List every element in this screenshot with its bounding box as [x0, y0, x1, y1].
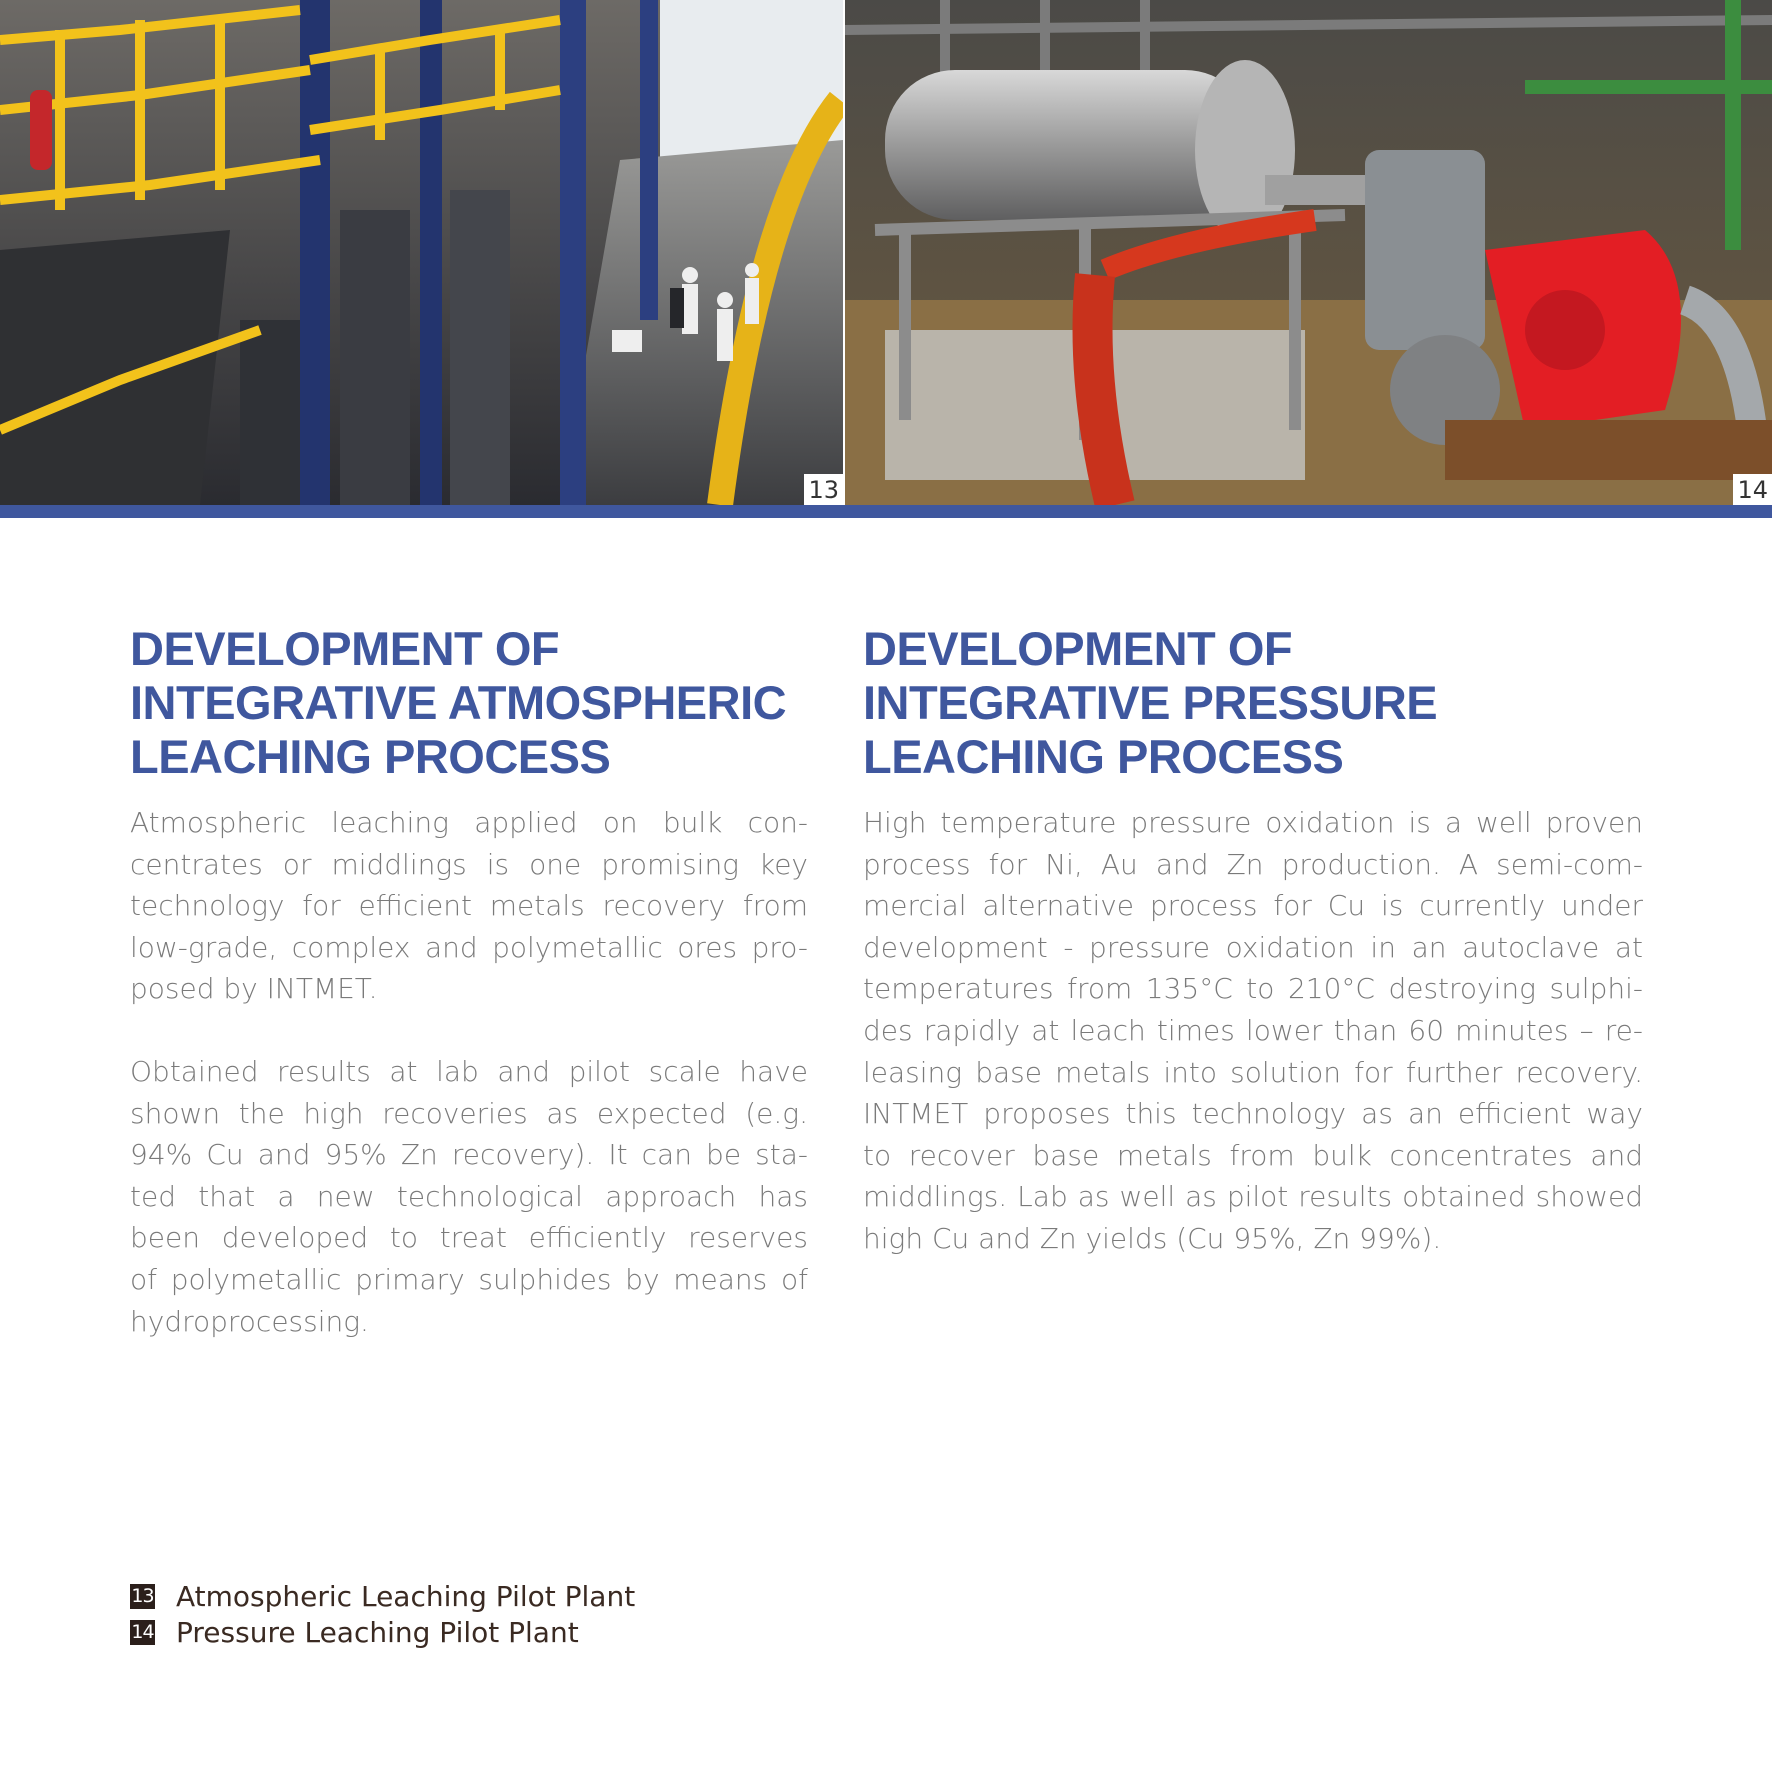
photo-pressure-pilot-plant: [845, 0, 1772, 505]
body-line: 94% Cu and 95% Zn recovery). It can be sta-: [130, 1138, 808, 1172]
industrial-photo-icon: [0, 0, 843, 505]
body-line: development - pressure oxidation in an autoclave at: [863, 930, 1643, 964]
section-body: [863, 802, 1643, 1260]
caption-number: 14: [131, 1620, 154, 1643]
body-line: been developed to treat efficiently reserves: [130, 1221, 808, 1255]
body-line: mercial alternative process for Cu is currently under: [863, 889, 1643, 923]
caption-13: [130, 1578, 635, 1614]
section-heading: [863, 622, 1643, 784]
body-line: centrates or middlings is one promising key: [130, 847, 808, 881]
body-line: posed by INTMET.: [130, 972, 378, 1006]
heading-line: INTEGRATIVE ATMOSPHERIC: [130, 676, 787, 729]
caption-text: Atmospheric Leaching Pilot Plant: [176, 1579, 636, 1613]
body-line: des rapidly at leach times lower than 60 minutes – re-: [863, 1013, 1643, 1047]
body-line: low-grade, complex and polymetallic ores pro-: [130, 930, 808, 964]
body-line: hydroprocessing.: [130, 1304, 369, 1338]
body-line: technology for efficient metals recovery from: [130, 889, 808, 923]
body-line: Obtained results at lab and pilot scale have: [130, 1054, 808, 1088]
body-line: temperatures from 135°C to 210°C destroying sulphi-: [863, 972, 1643, 1006]
body-line: Atmospheric leaching applied on bulk con-: [130, 806, 808, 839]
body-line: leasing base metals into solution for further recovery.: [863, 1055, 1643, 1089]
body-line: ted that a new technological approach has: [130, 1179, 808, 1213]
photo-number-13: 13: [804, 474, 843, 505]
industrial-photo-icon: [845, 0, 1772, 505]
figure-captions: [130, 1578, 635, 1650]
body-line: shown the high recoveries as expected (e.g.: [130, 1096, 808, 1130]
section-body: [130, 802, 808, 1342]
heading-line: LEACHING PROCESS: [130, 730, 611, 783]
body-line: High temperature pressure oxidation is a well proven: [863, 806, 1643, 839]
section-pressure-leaching: [863, 622, 1643, 1260]
section-heading: [130, 622, 808, 784]
caption-number: 13: [131, 1584, 154, 1607]
body-line: of polymetallic primary sulphides by means of: [130, 1262, 808, 1296]
body-line: high Cu and Zn yields (Cu 95%, Zn 99%).: [863, 1221, 1442, 1255]
body-line: middlings. Lab as well as pilot results obtained showed: [863, 1180, 1643, 1214]
body-line: to recover base metals from bulk concentrates and: [863, 1138, 1643, 1172]
paragraph-gap: [130, 1010, 808, 1051]
accent-band: [0, 505, 1772, 518]
body-line: INTMET proposes this technology as an efficient way: [863, 1097, 1643, 1131]
heading-line: DEVELOPMENT OF: [130, 622, 560, 675]
photo-atmospheric-pilot-plant: [0, 0, 843, 505]
heading-line: INTEGRATIVE PRESSURE: [863, 676, 1438, 729]
body-line: process for Ni, Au and Zn production. A semi-com-: [863, 847, 1643, 881]
photo-number-14: 14: [1733, 474, 1772, 505]
caption-text: Pressure Leaching Pilot Plant: [176, 1615, 579, 1649]
caption-14: [130, 1614, 635, 1650]
heading-line: LEACHING PROCESS: [863, 730, 1344, 783]
section-atmospheric-leaching: [130, 622, 808, 1342]
heading-line: DEVELOPMENT OF: [863, 622, 1293, 675]
